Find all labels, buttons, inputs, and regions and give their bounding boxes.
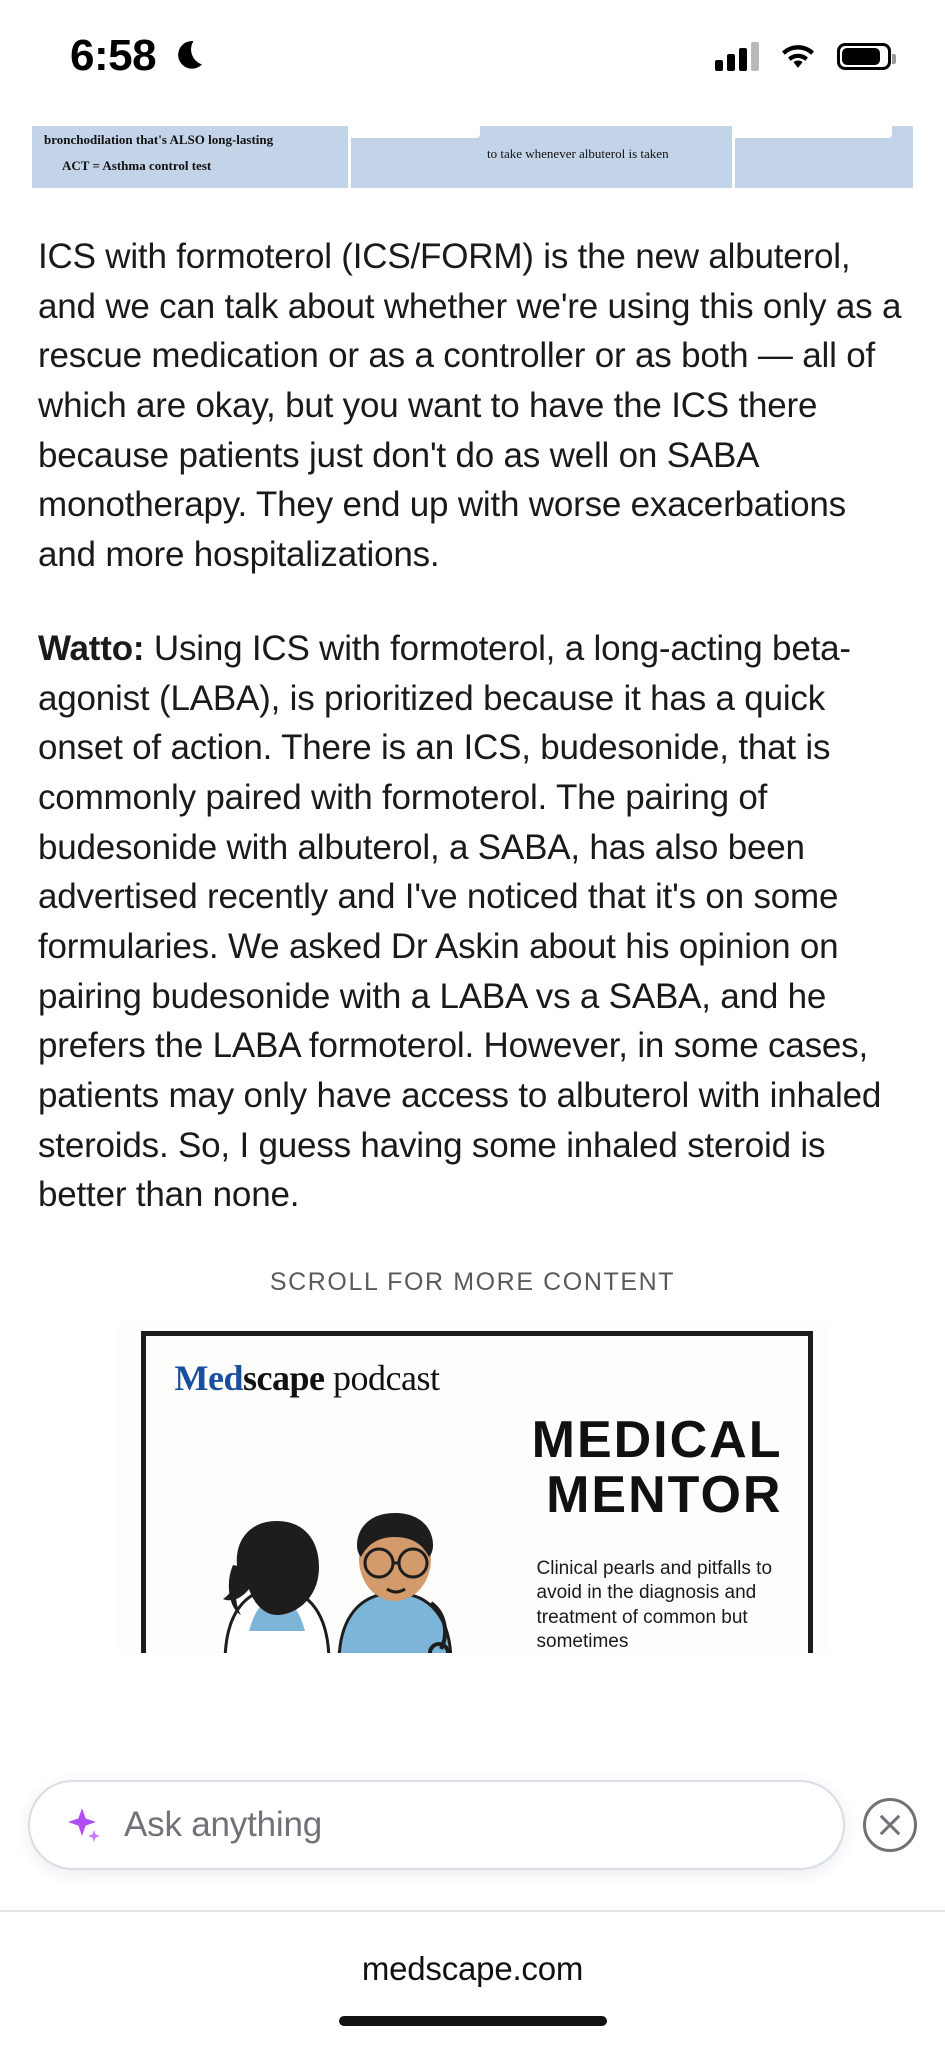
- podcast-title: [532, 1413, 783, 1522]
- cellular-signal-icon: [715, 41, 759, 71]
- brand-scape: scape: [242, 1358, 325, 1399]
- podcast-title-line-1: MEDICAL: [531, 1411, 783, 1470]
- table-column-divider: [732, 126, 735, 188]
- two-clinicians-illustration: [187, 1463, 517, 1653]
- page-domain-label[interactable]: medscape.com: [361, 1950, 584, 1987]
- close-circle-icon[interactable]: [863, 1798, 917, 1852]
- podcast-promo-card[interactable]: [117, 1323, 829, 1653]
- ask-input[interactable]: Ask anything: [124, 1805, 322, 1844]
- medscape-podcast-brand: [175, 1357, 440, 1399]
- status-bar-clock: 6:58: [70, 31, 157, 80]
- article-body: [0, 232, 945, 1297]
- status-bar: [0, 0, 945, 112]
- crescent-moon-icon: [170, 39, 204, 73]
- table-cell-albuterol-note: to take whenever albuterol is taken: [487, 146, 669, 161]
- speaker-label: Watto:: [38, 628, 145, 668]
- brand-med: Med: [174, 1358, 243, 1399]
- table-notch: [732, 126, 892, 138]
- table-column-divider: [348, 126, 351, 188]
- article-paragraph-1: ICS with formoterol (ICS/FORM) is the new albuterol, and we can talk about whether we're using this only as a rescue medication or as a controller or as both — all of which are okay, but you want to have the ICS there because patients just don't do as well on SABA monotherapy. They end up with worse exacerbations and more hospitalizations.: [38, 237, 902, 575]
- podcast-title-line-2: MENTOR: [546, 1465, 783, 1524]
- clipped-table-header: [32, 126, 913, 188]
- brand-podcast-suffix: podcast: [324, 1358, 440, 1399]
- browser-bottom-bar: [0, 1910, 945, 2048]
- table-notch: [350, 126, 480, 138]
- battery-icon: [837, 43, 891, 70]
- status-bar-left: [70, 31, 204, 81]
- battery-fill: [842, 48, 880, 65]
- article-scroll-area[interactable]: [0, 112, 945, 1910]
- ask-input-container[interactable]: [28, 1780, 845, 1870]
- scroll-for-more-label: SCROLL FOR MORE CONTENT: [269, 1268, 676, 1297]
- article-paragraph-2: [38, 624, 907, 1220]
- podcast-blurb: Clinical pearls and pitfalls to avoid in the diagnosis and treatment of common but sometimes: [536, 1558, 773, 1652]
- table-cell-bronchodilation: bronchodilation that's ALSO long-lasting: [44, 132, 274, 147]
- ask-anything-bar: [0, 1740, 945, 1910]
- article-paragraph-2-text: Using ICS with formoterol, a long-acting beta-agonist (LABA), is prioritized because it has a quick onset of action. There is an ICS, budesonide, that is commonly paired with formoterol. The pairing of budesonide with albuterol, a SABA, has also been advertised recently and I've noticed that it's on some formularies. We asked Dr Askin about his opinion on pairing budesonide with a LABA vs a SABA, and he prefers the LABA formoterol. However, in some cases, patients may only have access to albuterol with inhaled steroids. So, I guess having some inhaled steroid is better than none.: [38, 628, 882, 1215]
- sparkle-icon: [64, 1807, 100, 1843]
- wifi-icon: [779, 41, 817, 71]
- home-indicator[interactable]: [339, 2016, 607, 2026]
- status-bar-right: [715, 41, 891, 71]
- table-cell-act-legend: ACT = Asthma control test: [62, 158, 212, 173]
